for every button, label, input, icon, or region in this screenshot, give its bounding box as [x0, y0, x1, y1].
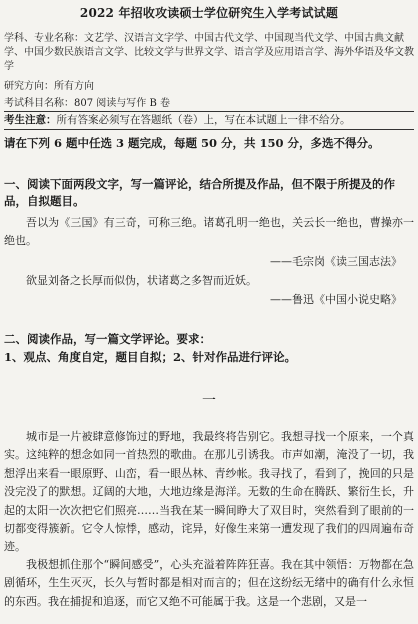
question-2-prompt: [4, 330, 414, 366]
subjects-line: 学科、专业名称：文艺学、汉语言文字学、中国古代文学、中国现当代文学、中国古典文献学、中国少数民族语言文学、比较文学与世界文学、语言学及应用语言学、海外华语及华文教学: [4, 33, 414, 72]
question-2-requirements: 1、观点、角度自定，题目自拟；2、针对作品进行评论。: [4, 350, 297, 364]
quote-1: 吾以为《三国》有三奇，可称三绝。诸葛孔明一绝也，关云长一绝也，曹操亦一绝也。: [4, 216, 414, 247]
divider-bottom: [4, 129, 414, 130]
instruction: 请在下列 6 题中任选 3 题完成，每题 50 分，共 150 分，多选不得分。: [4, 136, 380, 150]
divider-top: [4, 111, 414, 112]
notice-text: 所有答案必须写在答题纸（卷）上，写在本试题上一律不给分。: [56, 114, 351, 126]
question-1-prompt: 一、阅读下面两段文字，写一篇评论，结合所提及作品，但不限于所提及的作品，自拟题目。: [4, 177, 395, 208]
section-numeral: 一: [202, 393, 216, 409]
citation-2: ——鲁迅《中国小说史略》: [270, 293, 402, 306]
exam-code-line: 考试科目名称：807 阅读与写作 B 卷: [4, 98, 170, 109]
citation-1: ——毛宗岗《读三国志法》: [270, 255, 402, 268]
notice-label: 考生注意：: [4, 114, 57, 126]
exam-title: 2022 年招收攻读硕士学位研究生入学考试试题: [79, 6, 339, 20]
direction-line: 研究方向：所有方向: [4, 81, 94, 92]
quote-2: 欲显刘备之长厚而似伪，状诸葛之多智而近妖。: [26, 274, 257, 287]
essay-paragraph-2: 我极想抓住那个“瞬间感受”，心头充溢着阵阵狂喜。我在其中领悟：万物都在急剧循环，生生灭灭，长久与暂时都是相对而言的；但在这纷纭无绪中的确有什么永恒的东西。我在捕捉和追逐，而它又绝不可能属于我。这是一个悲剧，又是一: [4, 558, 414, 608]
question-2-title: 二、阅读作品，写一篇文学评论。要求：: [4, 332, 211, 346]
essay-paragraph-1: 城市是一片被肆意修饰过的野地，我最终将告别它。我想寻找一个原来，一个真实。这纯粹的想念如同一首热烈的歌曲。在那儿引诱我。市声如潮，淹没了一切，我想浮出来看一眼原野、山峦，看一眼丛林、青纱帐。我寻找了，看到了，挽回的只是没完没了的默想。辽阔的大地，大地边缘是海洋。无数的生命在腾跃、繁衍生长，升起的太阳一次次把它们照亮……当我在某一瞬间睁大了双目时，突然看到了眼前的一切都变得簇新。它令人惊悸，感动，诧异，好像生来第一遭发现了我们的四周遍布奇迹。: [4, 430, 414, 554]
notice: [4, 113, 414, 127]
